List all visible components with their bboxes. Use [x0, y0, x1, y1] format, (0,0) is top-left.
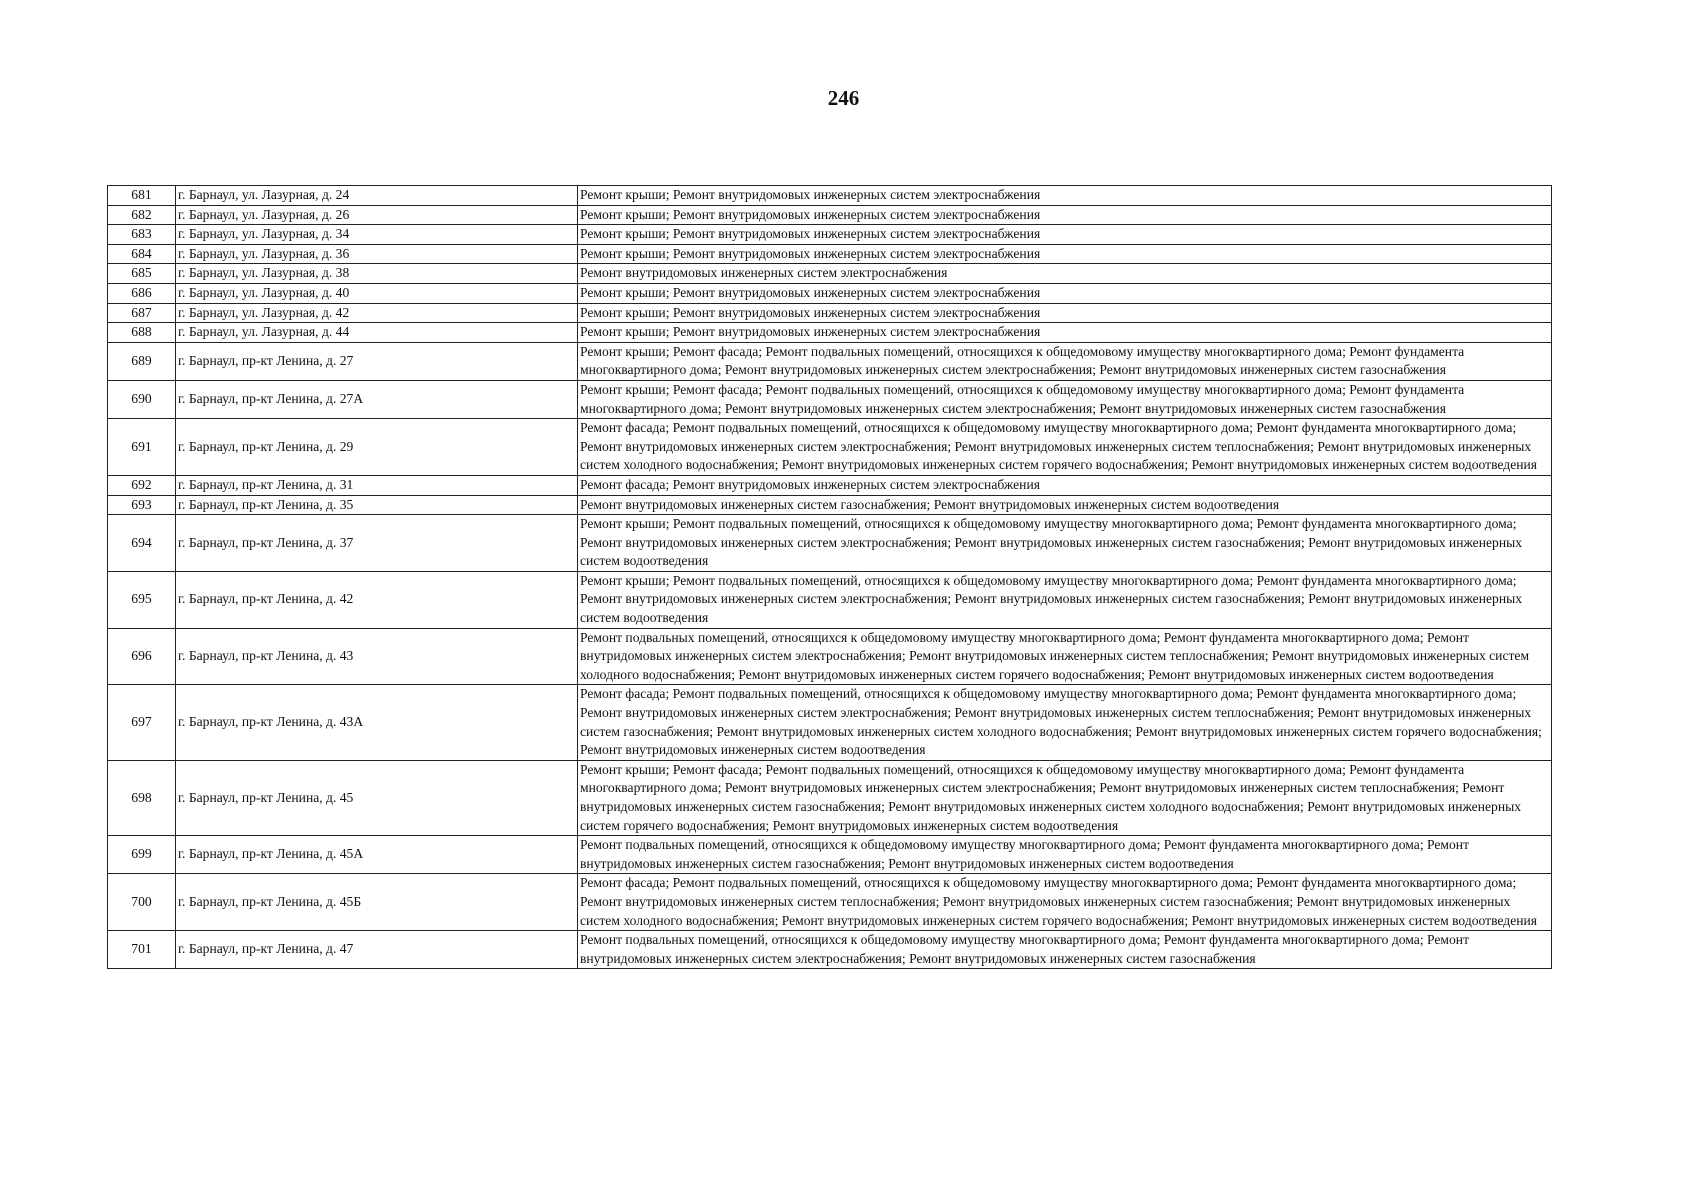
row-number: 700 [108, 874, 176, 931]
row-address: г. Барнаул, пр-кт Ленина, д. 45А [176, 836, 578, 874]
row-works: Ремонт крыши; Ремонт подвальных помещений, относящихся к общедомовому имуществу многоквартирного дома; Ремонт фундамента многоквартирного дома; Ремонт внутридомовых инженерных систем электроснабжения; Ремонт внутридомовых инженерных систем газоснабжения; Ремонт внутридомовых инженерных систем водоотведения [578, 515, 1552, 572]
row-number: 698 [108, 760, 176, 835]
row-address: г. Барнаул, пр-кт Ленина, д. 43 [176, 628, 578, 685]
row-address: г. Барнаул, пр-кт Ленина, д. 31 [176, 475, 578, 495]
table-row [108, 323, 1552, 343]
row-number: 685 [108, 264, 176, 284]
row-works: Ремонт подвальных помещений, относящихся к общедомовому имуществу многоквартирного дома; Ремонт фундамента многоквартирного дома; Ремонт внутридомовых инженерных систем электроснабжения; Ремонт внутридомовых инженерных систем газоснабжения [578, 931, 1552, 969]
row-number: 695 [108, 571, 176, 628]
row-address: г. Барнаул, пр-кт Ленина, д. 29 [176, 419, 578, 476]
row-address: г. Барнаул, ул. Лазурная, д. 42 [176, 303, 578, 323]
row-works: Ремонт крыши; Ремонт фасада; Ремонт подвальных помещений, относящихся к общедомовому имуществу многоквартирного дома; Ремонт фундамента многоквартирного дома; Ремонт внутридомовых инженерных систем электроснабжения; Ремонт внутридомовых инженерных систем газоснабжения [578, 342, 1552, 380]
table-row [108, 571, 1552, 628]
row-address: г. Барнаул, пр-кт Ленина, д. 35 [176, 495, 578, 515]
works-table-body [108, 186, 1552, 969]
table-row [108, 685, 1552, 760]
row-works: Ремонт крыши; Ремонт внутридомовых инженерных систем электроснабжения [578, 186, 1552, 206]
row-works: Ремонт внутридомовых инженерных систем электроснабжения [578, 264, 1552, 284]
row-works: Ремонт крыши; Ремонт внутридомовых инженерных систем электроснабжения [578, 283, 1552, 303]
row-works: Ремонт фасада; Ремонт подвальных помещений, относящихся к общедомовому имуществу многоквартирного дома; Ремонт фундамента многоквартирного дома; Ремонт внутридомовых инженерных систем электроснабжения; Ремонт внутридомовых инженерных систем теплоснабжения; Ремонт внутридомовых инженерных систем холодного водоснабжения; Ремонт внутридомовых инженерных систем горячего водоснабжения; Ремонт внутридомовых инженерных систем водоотведения [578, 419, 1552, 476]
row-number: 690 [108, 380, 176, 418]
row-address: г. Барнаул, ул. Лазурная, д. 26 [176, 205, 578, 225]
table-row [108, 836, 1552, 874]
table-row [108, 303, 1552, 323]
table-row [108, 342, 1552, 380]
row-address: г. Барнаул, ул. Лазурная, д. 38 [176, 264, 578, 284]
row-number: 687 [108, 303, 176, 323]
row-works: Ремонт крыши; Ремонт фасада; Ремонт подвальных помещений, относящихся к общедомовому имуществу многоквартирного дома; Ремонт фундамента многоквартирного дома; Ремонт внутридомовых инженерных систем электроснабжения; Ремонт внутридомовых инженерных систем газоснабжения [578, 380, 1552, 418]
row-number: 692 [108, 475, 176, 495]
table-row [108, 244, 1552, 264]
row-number: 694 [108, 515, 176, 572]
row-address: г. Барнаул, ул. Лазурная, д. 36 [176, 244, 578, 264]
table-row [108, 283, 1552, 303]
table-row [108, 515, 1552, 572]
table-row [108, 931, 1552, 969]
row-works: Ремонт внутридомовых инженерных систем газоснабжения; Ремонт внутридомовых инженерных систем водоотведения [578, 495, 1552, 515]
row-address: г. Барнаул, ул. Лазурная, д. 40 [176, 283, 578, 303]
row-number: 701 [108, 931, 176, 969]
row-number: 688 [108, 323, 176, 343]
page-number: 246 [827, 86, 860, 110]
row-number: 697 [108, 685, 176, 760]
table-row [108, 628, 1552, 685]
row-address: г. Барнаул, пр-кт Ленина, д. 45Б [176, 874, 578, 931]
row-works: Ремонт крыши; Ремонт внутридомовых инженерных систем электроснабжения [578, 225, 1552, 245]
row-works: Ремонт фасада; Ремонт внутридомовых инженерных систем электроснабжения [578, 475, 1552, 495]
row-works: Ремонт крыши; Ремонт фасада; Ремонт подвальных помещений, относящихся к общедомовому имуществу многоквартирного дома; Ремонт фундамента многоквартирного дома; Ремонт внутридомовых инженерных систем электроснабжения; Ремонт внутридомовых инженерных систем теплоснабжения; Ремонт внутридомовых инженерных систем газоснабжения; Ремонт внутридомовых инженерных систем холодного водоснабжения; Ремонт внутридомовых инженерных систем горячего водоснабжения; Ремонт внутридомовых инженерных систем водоотведения [578, 760, 1552, 835]
row-works: Ремонт крыши; Ремонт подвальных помещений, относящихся к общедомовому имуществу многоквартирного дома; Ремонт фундамента многоквартирного дома; Ремонт внутридомовых инженерных систем электроснабжения; Ремонт внутридомовых инженерных систем газоснабжения; Ремонт внутридомовых инженерных систем водоотведения [578, 571, 1552, 628]
table-row [108, 380, 1552, 418]
table-row [108, 264, 1552, 284]
row-address: г. Барнаул, пр-кт Ленина, д. 27 [176, 342, 578, 380]
row-works: Ремонт фасада; Ремонт подвальных помещений, относящихся к общедомовому имуществу многоквартирного дома; Ремонт фундамента многоквартирного дома; Ремонт внутридомовых инженерных систем теплоснабжения; Ремонт внутридомовых инженерных систем газоснабжения; Ремонт внутридомовых инженерных систем холодного водоснабжения; Ремонт внутридомовых инженерных систем горячего водоснабжения; Ремонт внутридомовых инженерных систем водоотведения [578, 874, 1552, 931]
table-row [108, 419, 1552, 476]
table-row [108, 205, 1552, 225]
row-works: Ремонт подвальных помещений, относящихся к общедомовому имуществу многоквартирного дома; Ремонт фундамента многоквартирного дома; Ремонт внутридомовых инженерных систем электроснабжения; Ремонт внутридомовых инженерных систем теплоснабжения; Ремонт внутридомовых инженерных систем холодного водоснабжения; Ремонт внутридомовых инженерных систем горячего водоснабжения; Ремонт внутридомовых инженерных систем водоотведения [578, 628, 1552, 685]
row-number: 684 [108, 244, 176, 264]
row-number: 682 [108, 205, 176, 225]
row-address: г. Барнаул, ул. Лазурная, д. 24 [176, 186, 578, 206]
table-row [108, 495, 1552, 515]
row-number: 699 [108, 836, 176, 874]
row-number: 693 [108, 495, 176, 515]
row-address: г. Барнаул, ул. Лазурная, д. 44 [176, 323, 578, 343]
works-table [107, 185, 1552, 969]
row-number: 689 [108, 342, 176, 380]
row-works: Ремонт крыши; Ремонт внутридомовых инженерных систем электроснабжения [578, 205, 1552, 225]
row-works: Ремонт крыши; Ремонт внутридомовых инженерных систем электроснабжения [578, 244, 1552, 264]
row-address: г. Барнаул, пр-кт Ленина, д. 45 [176, 760, 578, 835]
row-address: г. Барнаул, ул. Лазурная, д. 34 [176, 225, 578, 245]
table-row [108, 225, 1552, 245]
row-number: 683 [108, 225, 176, 245]
row-address: г. Барнаул, пр-кт Ленина, д. 47 [176, 931, 578, 969]
table-row [108, 186, 1552, 206]
row-works: Ремонт крыши; Ремонт внутридомовых инженерных систем электроснабжения [578, 323, 1552, 343]
row-address: г. Барнаул, пр-кт Ленина, д. 37 [176, 515, 578, 572]
row-address: г. Барнаул, пр-кт Ленина, д. 42 [176, 571, 578, 628]
table-row [108, 475, 1552, 495]
table-row [108, 874, 1552, 931]
row-address: г. Барнаул, пр-кт Ленина, д. 27А [176, 380, 578, 418]
row-number: 686 [108, 283, 176, 303]
row-works: Ремонт фасада; Ремонт подвальных помещений, относящихся к общедомовому имуществу многоквартирного дома; Ремонт фундамента многоквартирного дома; Ремонт внутридомовых инженерных систем электроснабжения; Ремонт внутридомовых инженерных систем теплоснабжения; Ремонт внутридомовых инженерных систем газоснабжения; Ремонт внутридомовых инженерных систем холодного водоснабжения; Ремонт внутридомовых инженерных систем горячего водоснабжения; Ремонт внутридомовых инженерных систем водоотведения [578, 685, 1552, 760]
row-number: 696 [108, 628, 176, 685]
row-address: г. Барнаул, пр-кт Ленина, д. 43А [176, 685, 578, 760]
row-works: Ремонт подвальных помещений, относящихся к общедомовому имуществу многоквартирного дома; Ремонт фундамента многоквартирного дома; Ремонт внутридомовых инженерных систем газоснабжения; Ремонт внутридомовых инженерных систем водоотведения [578, 836, 1552, 874]
table-row [108, 760, 1552, 835]
row-number: 691 [108, 419, 176, 476]
row-works: Ремонт крыши; Ремонт внутридомовых инженерных систем электроснабжения [578, 303, 1552, 323]
row-number: 681 [108, 186, 176, 206]
